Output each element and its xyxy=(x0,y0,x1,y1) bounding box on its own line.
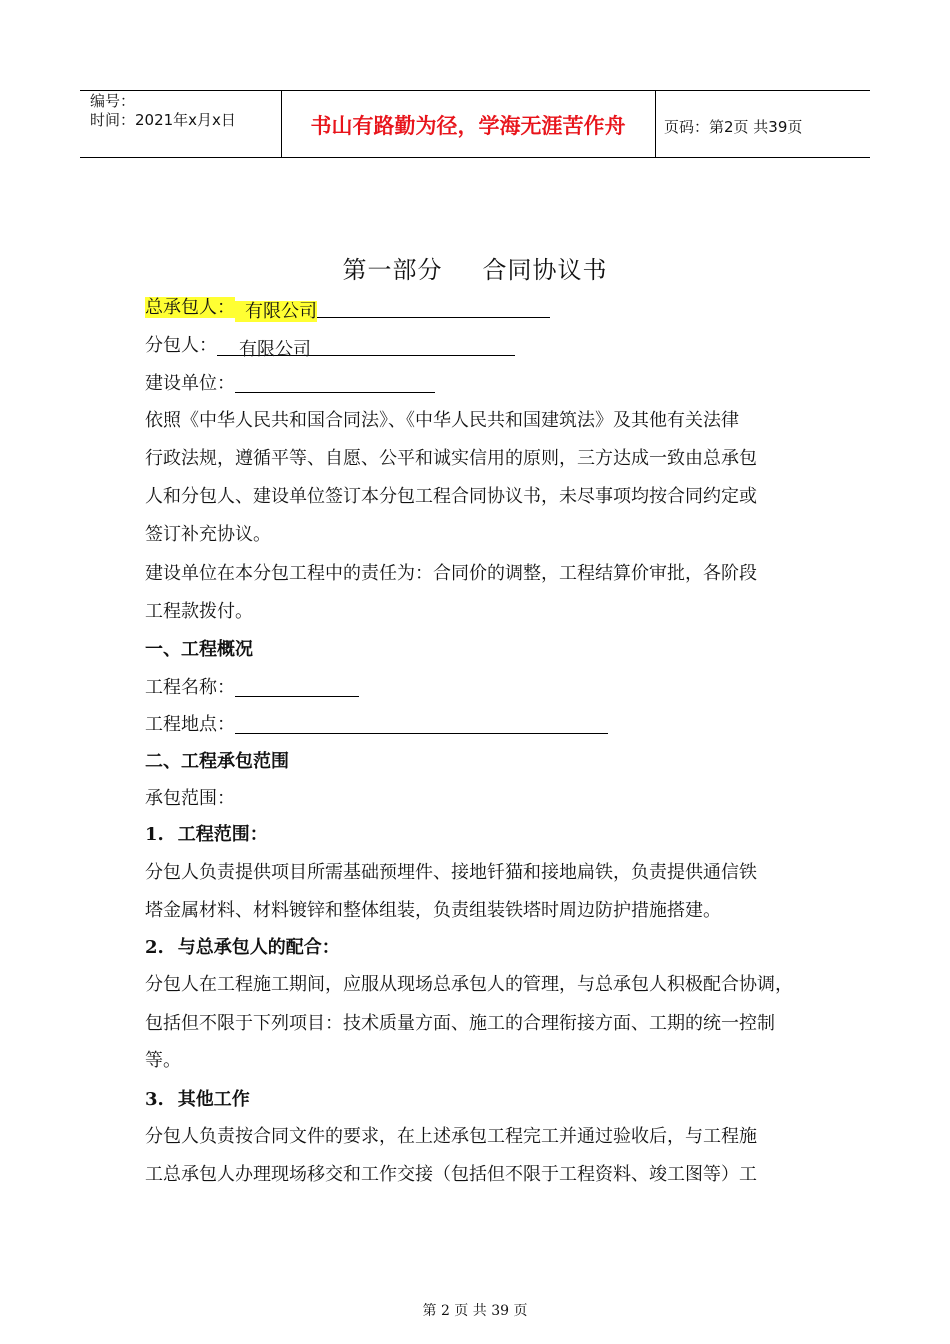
scope-label: 承包范围： xyxy=(145,788,235,809)
item1-text-line: 塔金属材料、材料镀锌和整体组装，负责组装铁塔时周边防护措施搭建。 xyxy=(145,900,721,921)
subcontractor-line xyxy=(145,331,515,360)
general-contractor-value: 有限公司 xyxy=(235,301,317,322)
header-meta xyxy=(90,92,236,130)
item3-heading xyxy=(145,1085,250,1111)
general-contractor-field xyxy=(235,297,550,322)
section2-heading: 二、工程承包范围 xyxy=(145,751,289,772)
owner-field xyxy=(235,372,435,393)
title-part: 第一部分 xyxy=(342,256,443,284)
intro-line: 人和分包人、建设单位签订本分包工程合同协议书，未尽事项均按合同约定或 xyxy=(145,486,757,507)
doc-number-label: 编号： xyxy=(90,92,136,110)
header-bottom-border xyxy=(80,157,870,158)
item1-heading xyxy=(145,820,268,846)
general-contractor-label: 总承包人： xyxy=(145,297,235,318)
item2-text-line: 分包人在工程施工期间，应服从现场总承包人的管理，与总承包人积极配合协调， xyxy=(145,974,793,995)
item3-number: 3. xyxy=(145,1089,164,1110)
project-name-label: 工程名称： xyxy=(145,677,235,698)
intro-line: 工程款拨付。 xyxy=(145,601,253,622)
item2-title: 与总承包人的配合： xyxy=(177,937,340,958)
intro-line: 依照《中华人民共和国合同法》、《中华人民共和国建筑法》及其他有关法律 xyxy=(145,410,739,431)
doc-time: 时间：2021年x月x日 xyxy=(90,111,236,129)
intro-line: 签订补充协议。 xyxy=(145,524,271,545)
header-page-info: 页码：第2页 共39页 xyxy=(664,118,803,136)
item2-heading xyxy=(145,933,340,959)
project-location-line xyxy=(145,710,608,736)
item1-title: 工程范围： xyxy=(177,824,268,845)
header-motto: 书山有路勤为径，学海无涯苦作舟 xyxy=(310,114,626,138)
item2-text-line: 包括但不限于下列项目：技术质量方面、施工的合理衔接方面、工期的统一控制 xyxy=(145,1013,775,1034)
subcontractor-value: 有限公司 xyxy=(239,339,311,360)
item3-title: 其他工作 xyxy=(177,1089,250,1110)
title-name: 合同协议书 xyxy=(482,256,608,284)
intro-line: 建设单位在本分包工程中的责任为：合同价的调整，工程结算价审批，各阶段 xyxy=(145,563,757,584)
item3-text-line: 分包人负责按合同文件的要求，在上述承包工程完工并通过验收后，与工程施 xyxy=(145,1126,757,1147)
page-footer: 第 2 页 共 39 页 xyxy=(422,1303,528,1319)
page-title xyxy=(0,250,950,285)
general-contractor-line xyxy=(145,293,550,322)
project-location-label: 工程地点： xyxy=(145,714,235,735)
owner-line xyxy=(145,369,435,395)
subcontractor-field xyxy=(217,335,515,360)
header-divider xyxy=(655,90,656,158)
item2-number: 2. xyxy=(145,937,164,958)
owner-label: 建设单位： xyxy=(145,373,235,394)
header-top-border xyxy=(80,90,870,91)
project-location-field xyxy=(235,713,608,734)
subcontractor-label: 分包人： xyxy=(145,335,217,356)
item1-text-line: 分包人负责提供项目所需基础预埋件、接地钎猫和接地扁铁，负责提供通信铁 xyxy=(145,862,757,883)
item1-number: 1. xyxy=(145,824,164,845)
project-name-field xyxy=(235,676,359,697)
item2-text-line: 等。 xyxy=(145,1050,181,1071)
intro-line: 行政法规，遵循平等、自愿、公平和诚实信用的原则，三方达成一致由总承包 xyxy=(145,448,757,469)
section1-heading: 一、工程概况 xyxy=(145,639,253,660)
project-name-line xyxy=(145,673,359,699)
item3-text-line: 工总承包人办理现场移交和工作交接（包括但不限于工程资料、竣工图等）工 xyxy=(145,1164,757,1185)
